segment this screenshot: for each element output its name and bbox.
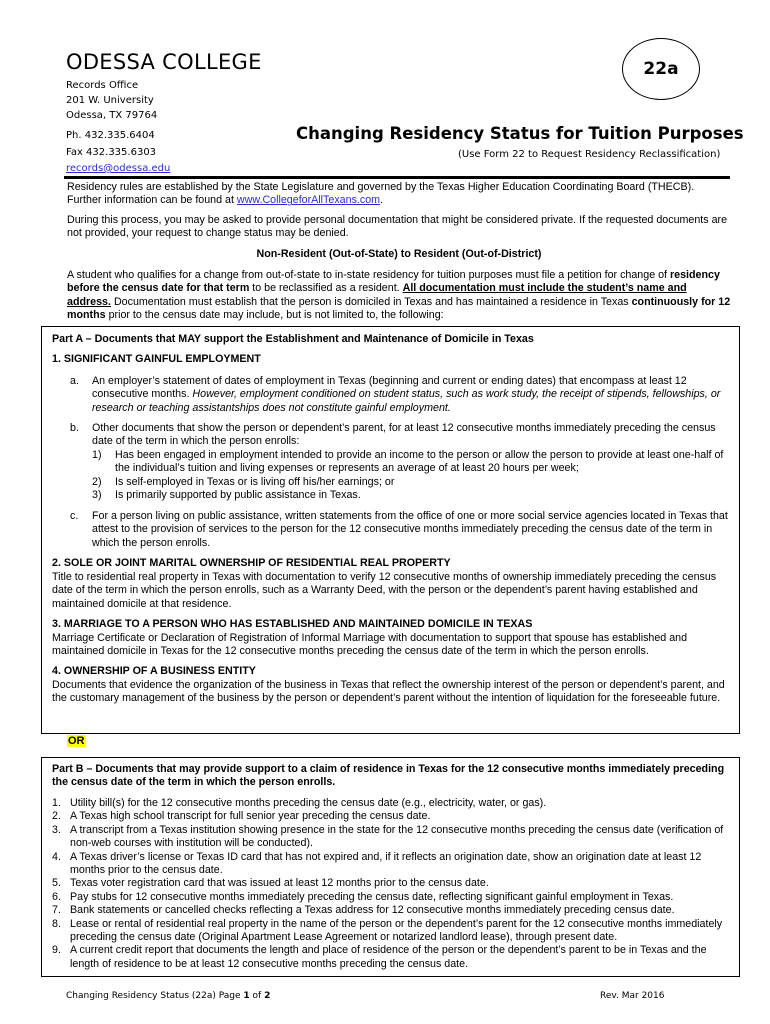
list-item: [52, 904, 732, 917]
part-b-list: [52, 797, 732, 971]
list-item: [52, 944, 732, 971]
intro-text: Residency rules are established by the State Legislature and governed by the Texas Higher Education Coordinating Board (THECB). Further information can be found at: [67, 181, 695, 207]
city-address: Odessa, TX 79764: [66, 110, 158, 121]
item-text: Utility bill(s) for the 12 consecutive months preceding the census date (e.g., electricity, water, or gas).: [70, 797, 547, 809]
item-b-sub-2: [92, 476, 730, 489]
item-num: 3.: [52, 823, 61, 836]
sub-num: 3): [92, 489, 102, 501]
item-a-text: An employer’s statement of dates of employment in Texas (beginning and current or ending dates) that encompass at least 12 consecutive months.: [92, 375, 687, 401]
item-b-sub-3: [92, 489, 730, 502]
s4-text: Documents that evidence the organization of the business in Texas that reflect the ownership interest of the person or dependent’s parent, and the customary management of the business by the person or dependent’s parent without the intention of liquidation for the foreseeable future.: [52, 679, 725, 705]
p3-bold-duration: continuously for 12 months: [67, 295, 731, 322]
item-num: 6.: [52, 890, 61, 903]
item-text: A Texas high school transcript for full senior year preceding the census date.: [70, 810, 431, 823]
p3-bold-requirement: All documentation must include the student’s name and address.: [67, 282, 687, 308]
intro-paragraph-2: During this process, you may be asked to provide personal documentation that might be considered private. If the requested documents are not provided, your request to change status may be denied.: [67, 214, 728, 240]
form-number-badge: [622, 38, 700, 100]
item-text: A Texas driver’s license or Texas ID card that has not expired and, if it reflects an origination date, show an origination date at least 12 months prior to the census date.: [70, 850, 702, 877]
item-text: Lease or rental of residential real property in the name of the person or the dependent’s parent for the 12 consecutive months immediately preceding the census date (Original Apartment Lease Agreement or notarized landlord lease), through present date.: [70, 917, 723, 944]
intro-paragraph-3: [67, 269, 731, 323]
item-c: [70, 510, 730, 550]
item-num: 2.: [52, 810, 61, 823]
item-text: Texas voter registration card that was issued at least 12 months prior to the census date.: [70, 877, 489, 890]
form-number: 22a: [643, 59, 679, 79]
part-a-title: Part A – Documents that MAY support the Establishment and Maintenance of Domicile in Texas: [52, 333, 534, 345]
phone-number: Ph. 432.335.6404: [66, 130, 155, 141]
email-link[interactable]: records@odessa.edu: [66, 163, 171, 174]
item-b: [70, 422, 730, 449]
sub-text: Has been engaged in employment intended to provide an income to the person or allow the person to provide at least one-half of the individual’s tuition and living expenses or represents an average of at least 20 hours per week;: [115, 449, 724, 475]
p3-bold-deadline: residency before the census date for that term: [67, 269, 720, 295]
item-a-label: a.: [70, 375, 79, 387]
p3-text: Documentation must establish that the person is domiciled in Texas and has maintained a residence in Texas: [110, 295, 632, 308]
item-num: 8.: [52, 917, 61, 930]
footer-page-info: [66, 991, 270, 1001]
item-text: Pay stubs for 12 consecutive months immediately preceding the census date, reflecting significant gainful employment in Texas.: [70, 890, 674, 903]
s2-text: Title to residential real property in Texas with documentation to verify 12 consecutive months of ownership immediately preceding the census date of the term in which the person enrolls, such as a Warranty Deed, with the person or the dependent’s parent having established and maintained domicile at that residence.: [52, 571, 717, 610]
item-a-italic: However, employment conditioned on student status, such as work study, the receipt of stipends, fellowships, or research or teaching assistantships does not constitute gainful employment.: [92, 388, 721, 414]
sub-text: Is primarily supported by public assistance in Texas.: [115, 489, 361, 501]
item-text: A transcript from a Texas institution showing presence in the state for the 12 consecutive months preceding the census date (verification of non-web courses with institution will be conducted).: [70, 823, 724, 850]
s3-title: 3. MARRIAGE TO A PERSON WHO HAS ESTABLISHED AND MAINTAINED DOMICILE IN TEXAS: [52, 618, 533, 630]
item-b-sub-1: [92, 449, 730, 476]
item-num: 1.: [52, 797, 61, 809]
section-heading: Non-Resident (Out-of-State) to Resident (Out-of-District): [256, 248, 542, 260]
part-b-title: Part B – Documents that may provide support to a claim of residence in Texas for the 12 consecutive months immediately preceding the census date of the term in which the person enrolls.: [52, 763, 725, 789]
item-num: 5.: [52, 877, 61, 890]
page-subtitle: (Use Form 22 to Request Residency Reclassification): [458, 149, 721, 160]
intro-paragraph-1: [67, 181, 731, 208]
list-item: [52, 891, 732, 904]
item-b-text: Other documents that show the person or dependent’s parent, for at least 12 consecutive months immediately preceding the census date of the term in which the person enrolls:: [92, 422, 716, 448]
sub-text: Is self-employed in Texas or is living off his/her earnings; or: [115, 476, 395, 488]
s1-title: 1. SIGNIFICANT GAINFUL EMPLOYMENT: [52, 353, 261, 365]
or-label: OR: [68, 735, 85, 747]
header-divider: [64, 176, 730, 179]
item-b-label: b.: [70, 422, 79, 434]
s4-title: 4. OWNERSHIP OF A BUSINESS ENTITY: [52, 665, 256, 677]
list-item: [52, 810, 732, 823]
footer-revision: Rev. Mar 2016: [600, 991, 665, 1001]
item-text: Bank statements or cancelled checks reflecting a Texas address for 12 consecutive months immediately preceding census date.: [70, 904, 675, 917]
s3-text: Marriage Certificate or Declaration of Registration of Informal Marriage with documentation to support that spouse has established and maintained domicile in Texas for the 12 consecutive months preceding the census date of the term in which the person enrolls.: [52, 632, 688, 658]
item-text: A current credit report that documents the length and place of residence of the person or the dependent’s parent to be in Texas and the length of residence to be at least 12 consecutive months preceding the census date.: [70, 944, 707, 970]
street-address: 201 W. University: [66, 95, 154, 106]
footer-of: of: [249, 991, 265, 1001]
office-name: Records Office: [66, 80, 139, 91]
college-name: ODESSA COLLEGE: [66, 50, 262, 74]
footer-page-number: 1: [243, 991, 250, 1001]
list-item: [52, 797, 732, 810]
list-item: [52, 851, 732, 878]
sub-num: 2): [92, 476, 102, 488]
item-c-label: c.: [70, 510, 79, 522]
footer-total-pages: 2: [264, 991, 271, 1001]
fax-number: Fax 432.335.6303: [66, 147, 157, 158]
item-num: 4.: [52, 850, 61, 863]
item-c-text: For a person living on public assistance, written statements from the office of one or more social service agencies located in Texas that attest to the provision of services to the person for the 12 consecutive months immediately preceding the census date of the term in which the person enrolls.: [92, 510, 728, 549]
list-item: [52, 877, 732, 890]
p3-text: prior to the census date may include, but is not limited to, the following:: [105, 309, 444, 322]
list-item: [52, 824, 732, 851]
item-a: [70, 375, 730, 415]
item-num: 9.: [52, 944, 61, 957]
footer-doc-title: Changing Residency Status (22a) Page: [66, 991, 244, 1001]
collegeforalltexans-link[interactable]: www.CollegeforAllTexans.com: [236, 194, 381, 207]
page-title: Changing Residency Status for Tuition Purposes: [296, 124, 744, 143]
sub-num: 1): [92, 449, 102, 461]
s2-title: 2. SOLE OR JOINT MARITAL OWNERSHIP OF RESIDENTIAL REAL PROPERTY: [52, 557, 451, 569]
intro-text-end: .: [380, 194, 384, 207]
p3-text: A student who qualifies for a change from out-of-state to in-state residency for tuition purposes must file a petition for change of: [67, 269, 670, 281]
p3-text: to be reclassified as a resident.: [249, 282, 403, 295]
item-num: 7.: [52, 904, 61, 917]
list-item: [52, 918, 732, 945]
